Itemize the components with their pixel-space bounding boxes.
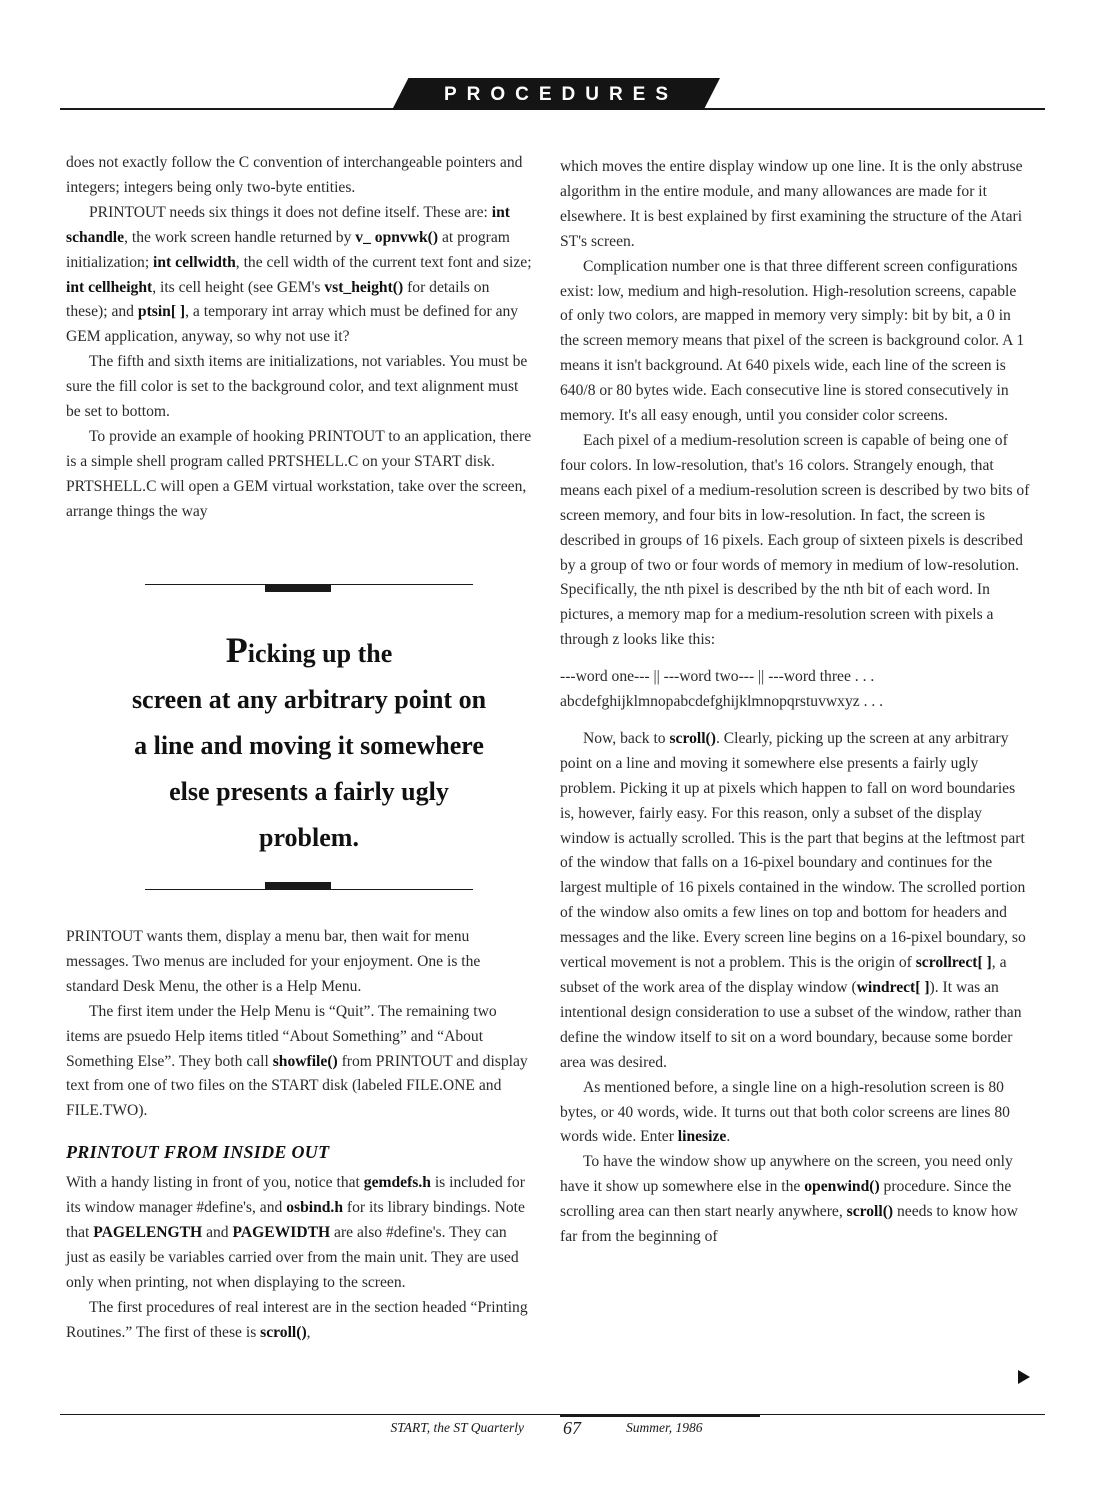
code-term: int cellwidth [153, 253, 236, 271]
code-term: gemdefs.h [363, 1174, 431, 1192]
issue-date: Summer, 1986 [626, 1420, 703, 1435]
footer-tab [560, 1414, 760, 1417]
pull-quote-bar-top [265, 584, 331, 592]
paragraph: The first procedures of real interest are in the section headed “Printing Routines.” The first of these is scroll(), [66, 1298, 528, 1341]
page-number: 67 [563, 1418, 581, 1438]
code-term: vst_height() [324, 278, 404, 296]
code-term: scrollrect[ ] [915, 954, 992, 972]
footer-rule [60, 1414, 1045, 1415]
code-term: scroll() [846, 1203, 894, 1221]
code-term: PAGEWIDTH [232, 1223, 331, 1241]
paragraph: PRINTOUT needs six things it does not define itself. These are: int schandle, the work screen handle returned by v_ opnvwk() at program initialization; int cellwidth, the cell width of the current text font and size; int cellheight, its cell height (see GEM's vst_height() for details on these); and ptsin[ ], a temporary int array which must be defined for any GEM application, anyway, so why not use it? [66, 203, 532, 346]
code-term: int schandle [66, 203, 510, 246]
paragraph: PRINTOUT wants them, display a menu bar, then wait for menu messages. Two menus are included for your enjoyment. One is the standard Desk Menu, the other is a Help Menu. [66, 928, 481, 995]
code-term: osbind.h [286, 1199, 343, 1217]
paragraph: The fifth and sixth items are initializations, not variables. You must be sure the fill color is set to the background color, and text alignment must be set to bottom. [66, 353, 528, 421]
left-column-top [66, 151, 532, 525]
pull-quote-text: Picking up the screen at any arbitrary point on a line and moving it somewhere else presents a fairly ugly problem. [131, 630, 487, 852]
paragraph: As mentioned before, a single line on a high-resolution screen is 80 bytes, or 40 words, wide. It turns out that both color screens are lines 80 words wide. Enter linesize. [560, 1078, 1010, 1146]
paragraph: Now, back to scroll(). Clearly, picking up the screen at any arbitrary point on a line and moving it somewhere else presents a fairly ugly problem. Picking it up at pixels which happen to fall on word boundaries is, however, fairly easy. For this reason, only a subset of the display window is actually scrolled. This is the part that begins at the leftmost part of the window that falls on a 16-pixel boundary and continues for the largest multiple of 16 pixels contained in the window. The scrolled portion of the window also omits a few lines on top and bottom for headers and messages and the like. Every screen line begins on a 16-pixel boundary, so vertical movement is not a problem. This is the origin of scrollrect[ ], a subset of the work area of the display window (windrect[ ]). It was an intentional design consideration to use a subset of the window, rather than define the window itself to sit on a word boundary, because some border area was desired. [560, 729, 1026, 1071]
section-title: PROCEDURES [443, 84, 679, 105]
continue-arrow-icon [1018, 1370, 1030, 1384]
memory-map: ---word one--- || ---word two--- || ---word three . . . abcdefghijklmnopabcdefghijklmnopqrstuvwxyz . . . [560, 668, 884, 711]
right-column [560, 155, 1032, 1250]
code-term: showfile() [272, 1052, 338, 1070]
code-term: scroll() [260, 1323, 307, 1341]
code-term: linesize [677, 1128, 727, 1146]
pull-quote-bar-bottom [265, 882, 331, 890]
paragraph: With a handy listing in front of you, notice that gemdefs.h is included for its window manager #define's, and osbind.h for its library bindings. Note that PAGELENGTH and PAGEWIDTH are also #define's. They can just as easily be variables carried over from the main unit. They are used only when printing, not when displaying to the screen. [66, 1174, 525, 1291]
section-heading: PRINTOUT FROM INSIDE OUT [66, 1142, 330, 1163]
code-term: ptsin[ ] [137, 303, 186, 321]
code-term: PAGELENGTH [93, 1223, 203, 1241]
code-term: int cellheight [66, 278, 153, 296]
paragraph: The first item under the Help Menu is “Quit”. The remaining two items are psuedo Help items titled “About Something” and “About Something Else”. They both call showfile() from PRINTOUT and display text from one of two files on the START disk (labeled FILE.ONE and FILE.TWO). [66, 1002, 528, 1120]
drop-cap: P [225, 630, 248, 670]
code-term: openwind() [804, 1178, 880, 1196]
code-term: scroll() [669, 729, 716, 747]
paragraph: does not exactly follow the C convention of interchangeable pointers and integers; integers being only two-byte entities. [66, 154, 523, 196]
paragraph: Complication number one is that three different screen configurations exist: low, medium and high-resolution. High-resolution screens, capable of only two colors, are mapped in memory very simply: bit by bit, a 0 in the screen memory means that pixel of the screen is background color. A 1 means it isn't background. At 640 pixels wide, each line of the screen is 640/8 or 80 bytes wide. Each consecutive line is stored consecutively in memory. It's all easy enough, until you consider color screens. [560, 257, 1025, 425]
paragraph: Each pixel of a medium-resolution screen is capable of being one of four colors. In low-resolution, that's 16 colors. Strangely enough, that means each pixel of a medium-resolution screen is described by two bits of screen memory, and four bits in low-resolution. In fact, the screen is described in groups of 16 pixels. Each group of sixteen pixels is described by a group of two or four words of memory in medium of low-resolution. Specifically, the nth pixel is described by the nth bit of each word. In pictures, a memory map for a medium-resolution screen with pixels a through z looks like this: [560, 431, 1030, 649]
left-column-bottom [66, 925, 532, 1346]
code-term: windrect[ ] [856, 979, 930, 996]
code-term: v_ opnvwk() [355, 228, 439, 246]
publication-name: START, the ST Quarterly [390, 1420, 524, 1435]
paragraph: which moves the entire display window up one line. It is the only abstruse algorithm in the entire module, and many allowances are made for it elsewhere. It is best explained by first examining the structure of the Atari ST's screen. [560, 158, 1023, 250]
paragraph: To have the window show up anywhere on the screen, you need only have it show up somewhere else in the openwind() procedure. Since the scrolling area can then start nearly anywhere, scroll() needs to know how far from the beginning of [560, 1153, 1018, 1246]
paragraph: To provide an example of hooking PRINTOUT to an application, there is a simple shell program called PRTSHELL.C on your START disk. PRTSHELL.C will open a GEM virtual workstation, take over the screen, arrange things the way [66, 427, 532, 520]
